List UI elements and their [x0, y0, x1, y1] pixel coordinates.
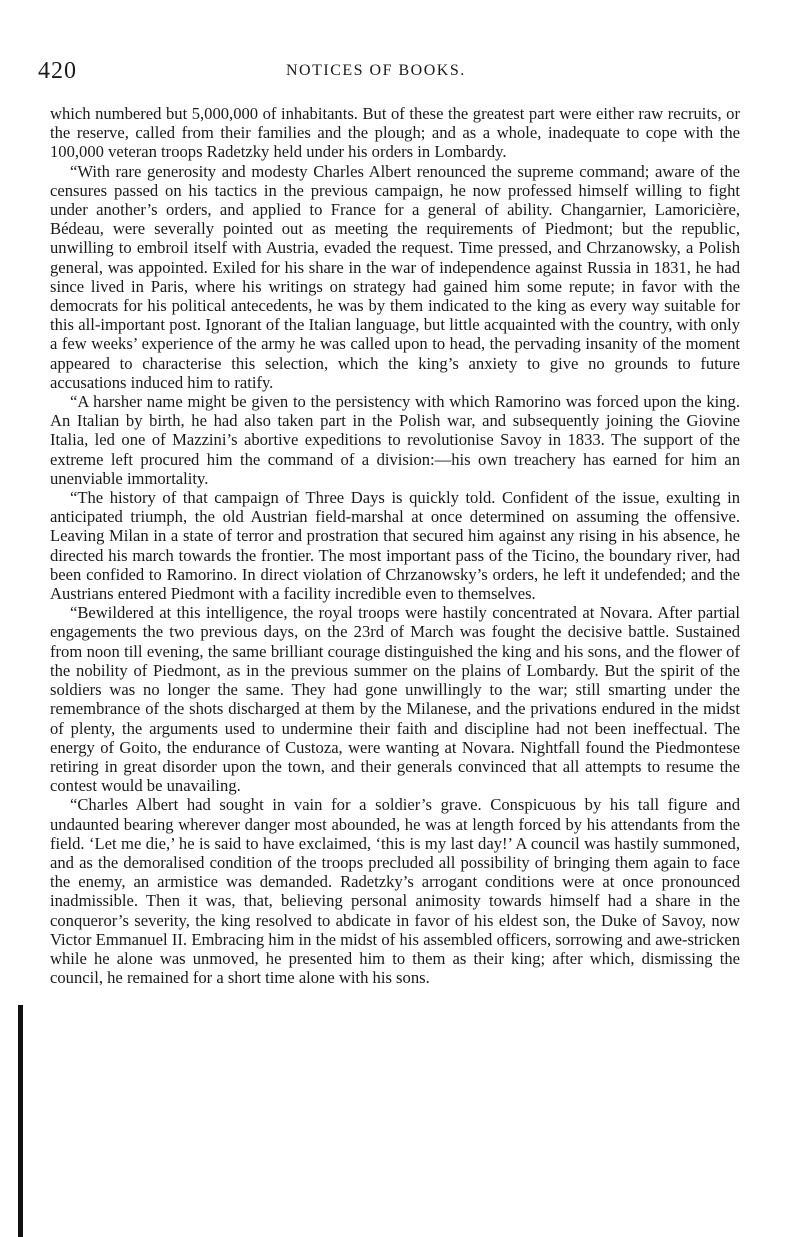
paragraph-4: “The history of that campaign of Three Days is quickly told. Confident of the issue, exulting in anticipated triumph, the old Austrian field-marshal at once determined on assuming the offensive. Leaving Milan in a state of terror and prostration that secured him against any rising in his absence, he directed his march towards the frontier. The most important pass of the Ticino, the boundary river, had been confided to Ramorino. In direct violation of Chrzanowsky’s orders, he left it undefended; and the Austrians entered Piedmont with a facility incredible even to themselves.: [50, 488, 740, 604]
paragraph-3: “A harsher name might be given to the persistency with which Ramorino was forced upon the king. An Italian by birth, he had also taken part in the Polish war, and subsequently joining the Giovine Italia, led one of Mazzini’s abortive expeditions to revolutionise Savoy in 1833. The support of the extreme left procured him the command of a division:—his own treachery has earned for him an unenviable immortality.: [50, 392, 740, 488]
paragraph-5: “Bewildered at this intelligence, the royal troops were hastily concentrated at Novara. After partial engagements the two previous days, on the 23rd of March was fought the decisive battle. Sustained from noon till evening, the same brilliant courage distinguished the king and his sons, and the flower of the nobility of Piedmont, as in the previous summer on the plains of Lombardy. But the spirit of the soldiers was no longer the same. They had gone unwillingly to the war; still smarting under the remembrance of the shots discharged at them by the Milanese, and the privations endured in the midst of plenty, the arguments used to undermine their faith and discipline had not been ineffectual. The energy of Goito, the endurance of Custoza, were wanting at Novara. Nightfall found the Piedmontese retiring in great disorder upon the town, and their generals convinced that all attempts to resume the contest would be unavailing.: [50, 603, 740, 796]
body-text: [50, 104, 740, 987]
running-head: NOTICES OF BOOKS.: [286, 62, 466, 79]
paragraph-2: “With rare generosity and modesty Charles Albert renounced the supreme command; aware of the censures passed on his tactics in the previous campaign, he now professed himself willing to fight under another’s orders, and applied to France for a general of ability. Changarnier, Lamoricière, Bédeau, were severally pointed out as meeting the requirements of Piedmont; but the republic, unwilling to embroil itself with Austria, evaded the request. Time pressed, and Chrzanowsky, a Polish general, was appointed. Exiled for his share in the war of independence against Russia in 1831, he had since lived in Paris, where his writings on strategy had gained him some repute; in favor with the democrats for his political antecedents, he was by them indicated to the king as every way suitable for this all-important post. Ignorant of the Italian language, but little acquainted with the country, with only a few weeks’ experience of the army he was called upon to head, the pervading insanity of the moment appeared to characterise this selection, which the king’s anxiety to give no grounds to future accusations induced him to ratify.: [50, 161, 740, 392]
paragraph-6: “Charles Albert had sought in vain for a soldier’s grave. Conspicuous by his tall figure and undaunted bearing wherever danger most abounded, he was at length forced by his attendants from the field. ‘Let me die,’ he is said to have exclaimed, ‘this is my last day!’ A council was hastily summoned, and as the demoralised condition of the troops precluded all possibility of bringing them again to face the enemy, an armistice was demanded. Radetzky’s arrogant conditions were at once pronounced inadmissible. Then it was, that, believing personal animosity towards himself had a share in the conqueror’s severity, the king resolved to abdicate in favor of his eldest son, the Duke of Savoy, now Victor Emmanuel II. Embracing him in the midst of his assembled officers, sorrowing and awe-stricken while he alone was unmoved, he presented him to them as their king; after which, dismissing the council, he remained for a short time alone with his sons.: [50, 795, 740, 988]
binding-edge-rule: [18, 1005, 23, 1237]
page-header: [38, 58, 758, 88]
paragraph-1: which numbered but 5,000,000 of inhabitants. But of these the greatest part were either raw recruits, or the reserve, called from their families and the plough; and as a whole, inadequate to cope with the 100,000 veteran troops Radetzky held under his orders in Lombardy.: [50, 104, 740, 162]
page-number: 420: [38, 58, 77, 84]
